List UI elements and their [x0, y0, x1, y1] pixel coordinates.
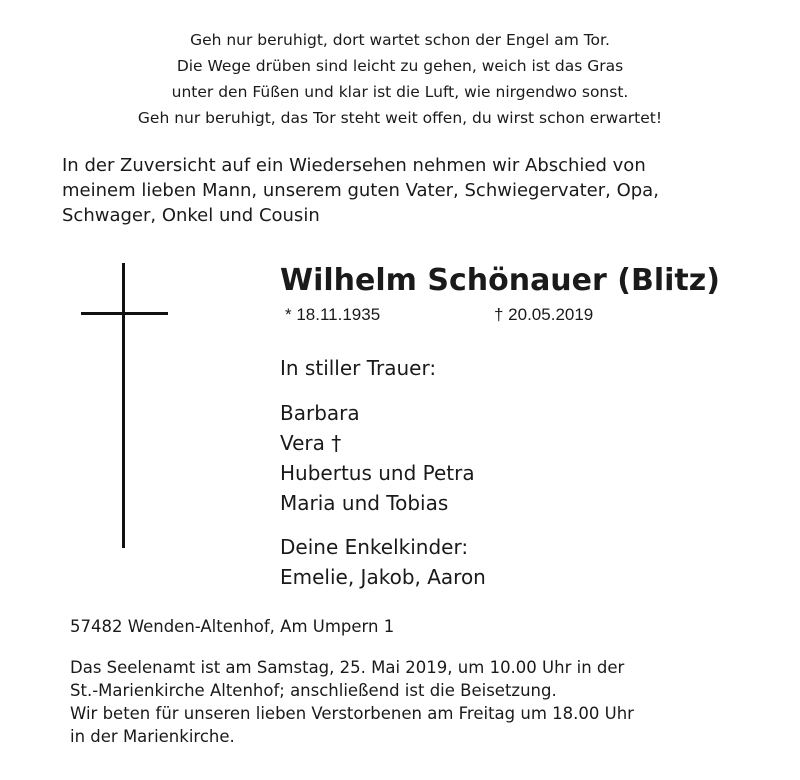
grandchildren-names: Emelie, Jakob, Aaron	[280, 565, 486, 589]
mourner-name: Vera †	[280, 431, 342, 455]
cross-vertical-bar	[122, 263, 125, 548]
poem-line: Geh nur beruhigt, dort wartet schon der Engel am Tor.	[190, 31, 610, 49]
intro-line: In der Zuversicht auf ein Wiedersehen nehmen wir Abschied von	[62, 155, 646, 176]
death-date: † 20.05.2019	[494, 305, 594, 324]
family-address: 57482 Wenden-Altenhof, Am Umpern 1	[70, 617, 395, 636]
cross-horizontal-bar	[81, 312, 168, 315]
service-line: Wir beten für unseren lieben Verstorbenen am Freitag um 18.00 Uhr	[70, 704, 634, 723]
birth-date: * 18.11.1935	[285, 305, 381, 324]
poem	[0, 27, 800, 131]
deceased-name: Wilhelm Schönauer (Blitz)	[280, 263, 720, 298]
mourning-heading: In stiller Trauer:	[280, 356, 437, 380]
service-line: in der Marienkirche.	[70, 727, 235, 746]
mourner-name: Barbara	[280, 401, 360, 425]
service-line: St.-Marienkirche Altenhof; anschließend ist die Beisetzung.	[70, 681, 557, 700]
intro-line: Schwager, Onkel und Cousin	[62, 205, 320, 226]
mourners-list	[280, 398, 475, 518]
grandchildren-heading: Deine Enkelkinder:	[280, 535, 469, 559]
service-info	[70, 656, 770, 748]
poem-line: unter den Füßen und klar ist die Luft, wie nirgendwo sonst.	[171, 83, 629, 101]
intro-line: meinem lieben Mann, unserem guten Vater, Schwiegervater, Opa,	[62, 180, 659, 201]
intro-text	[62, 153, 762, 228]
poem-line: Die Wege drüben sind leicht zu gehen, weich ist das Gras	[176, 57, 624, 75]
mourner-name: Hubertus und Petra	[280, 461, 475, 485]
service-line: Das Seelenamt ist am Samstag, 25. Mai 2019, um 10.00 Uhr in der	[70, 658, 625, 677]
poem-line: Geh nur beruhigt, das Tor steht weit offen, du wirst schon erwartet!	[137, 109, 663, 127]
mourner-name: Maria und Tobias	[280, 491, 449, 515]
